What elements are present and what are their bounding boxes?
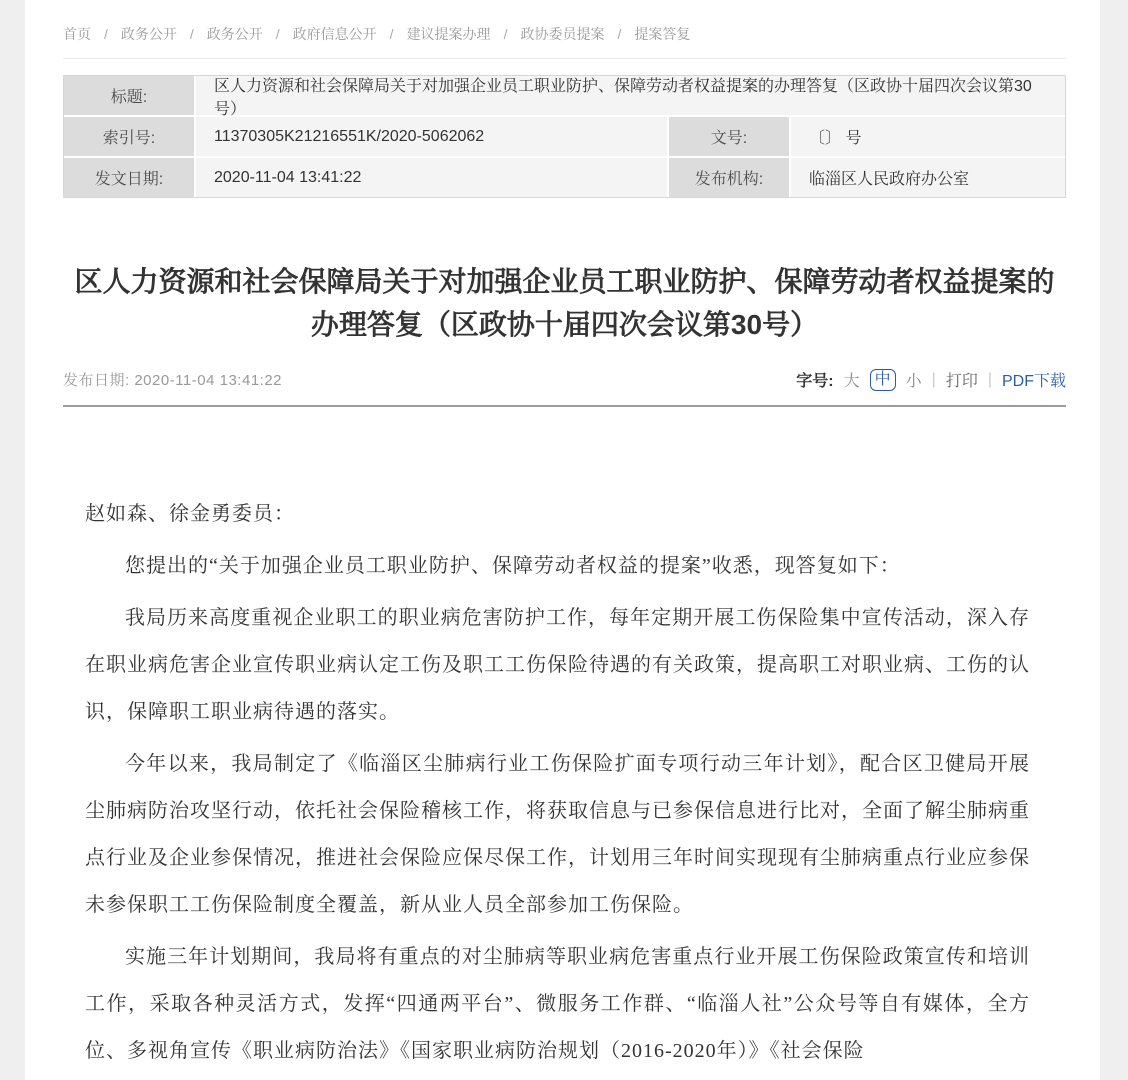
document-meta-table: [63, 75, 1066, 198]
article-paragraph: 您提出的“关于加强企业员工职业防护、保障劳动者权益的提案”收悉，现答复如下：: [125, 555, 901, 577]
meta-index-value: 11370305K21216551K/2020-5062062: [196, 117, 667, 156]
page-title: 区人力资源和社会保障局关于对加强企业员工职业防护、保障劳动者权益提案的办理答复（区政协十届四次会议第30号）: [74, 266, 1055, 340]
toolbar-divider: [63, 405, 1066, 407]
breadcrumb-link-gov-info[interactable]: 政府信息公开: [292, 26, 377, 42]
meta-index-label: 索引号:: [64, 117, 194, 156]
breadcrumb-link-zhengwu-2[interactable]: 政务公开: [206, 26, 263, 42]
article-paragraph: 赵如森、徐金勇委员：: [85, 503, 295, 525]
breadcrumb-separator: /: [617, 26, 622, 42]
article-paragraph: 今年以来，我局制定了《临淄区尘肺病行业工伤保险扩面专项行动三年计划》，配合区卫健局开展尘肺病防治攻坚行动，依托社会保险稽核工作，将获取信息与已参保信息进行比对，全面了解尘肺病重点行业及企业参保情况，推进社会保险应保尽保工作，计划用三年时间实现现有尘肺病重点行业应参保未参保职工工伤保险制度全覆盖，新从业人员全部参加工伤保险。: [85, 753, 1030, 916]
meta-doc-number-value: 〔〕 号: [791, 117, 1065, 156]
publish-date: [63, 369, 282, 390]
font-size-small-button[interactable]: 小: [905, 373, 922, 390]
breadcrumb-separator: /: [389, 26, 394, 42]
meta-title-label: 标题:: [64, 76, 194, 115]
font-size-large-button[interactable]: 大: [843, 373, 860, 390]
breadcrumb-separator: /: [104, 26, 108, 42]
meta-agency-label: 发布机构:: [669, 158, 789, 197]
article-paragraph: 我局历来高度重视企业职工的职业病危害防护工作，每年定期开展工伤保险集中宣传活动，深入存在职业病危害企业宣传职业病认定工伤及职工工伤保险待遇的有关政策，提高职工对职业病、工伤的认识，保障职工职业病待遇的落实。: [85, 607, 1030, 723]
breadcrumb-separator: /: [275, 26, 280, 42]
font-size-label: 字号:: [796, 373, 834, 390]
article-toolbar: [63, 368, 1066, 391]
meta-agency-value: 临淄区人民政府办公室: [791, 158, 1065, 197]
toolbar-separator: |: [931, 370, 936, 388]
publish-date-value: 2020-11-04 13:41:22: [134, 372, 283, 389]
breadcrumb-link-home[interactable]: 首页: [63, 26, 91, 42]
breadcrumb-link-proposal-reply[interactable]: 提案答复: [634, 26, 691, 42]
print-button[interactable]: 打印: [945, 373, 978, 390]
breadcrumb-link-cppcc-proposal[interactable]: 政协委员提案: [520, 26, 605, 42]
meta-doc-number-label: 文号:: [669, 117, 789, 156]
article-body: [85, 491, 1030, 1075]
pdf-download-button[interactable]: PDF下载: [1001, 373, 1066, 390]
breadcrumb-link-zhengwu-1[interactable]: 政务公开: [120, 26, 177, 42]
breadcrumb-separator: /: [503, 26, 508, 42]
breadcrumb: [63, 0, 1066, 59]
toolbar-actions: [796, 368, 1066, 391]
meta-title-value: 区人力资源和社会保障局关于对加强企业员工职业防护、保障劳动者权益提案的办理答复（区政协十届四次会议第30号）: [196, 76, 1065, 115]
content-card: [25, 0, 1100, 1080]
meta-issue-date-label: 发文日期:: [64, 158, 194, 197]
article-paragraph: 实施三年计划期间，我局将有重点的对尘肺病等职业病危害重点行业开展工伤保险政策宣传和培训工作，采取各种灵活方式，发挥“四通两平台”、微服务工作群、“临淄人社”公众号等自有媒体，全方位、多视角宣传《职业病防治法》《国家职业病防治规划（2016-2020年）》《社会保险: [85, 946, 1030, 1062]
meta-issue-date-value: 2020-11-04 13:41:22: [196, 158, 667, 197]
publish-date-label: 发布日期:: [63, 372, 130, 389]
font-size-medium-button[interactable]: 中: [870, 369, 896, 391]
toolbar-separator: |: [987, 370, 992, 388]
breadcrumb-separator: /: [189, 26, 194, 42]
breadcrumb-link-proposal-handling[interactable]: 建议提案办理: [406, 26, 491, 42]
